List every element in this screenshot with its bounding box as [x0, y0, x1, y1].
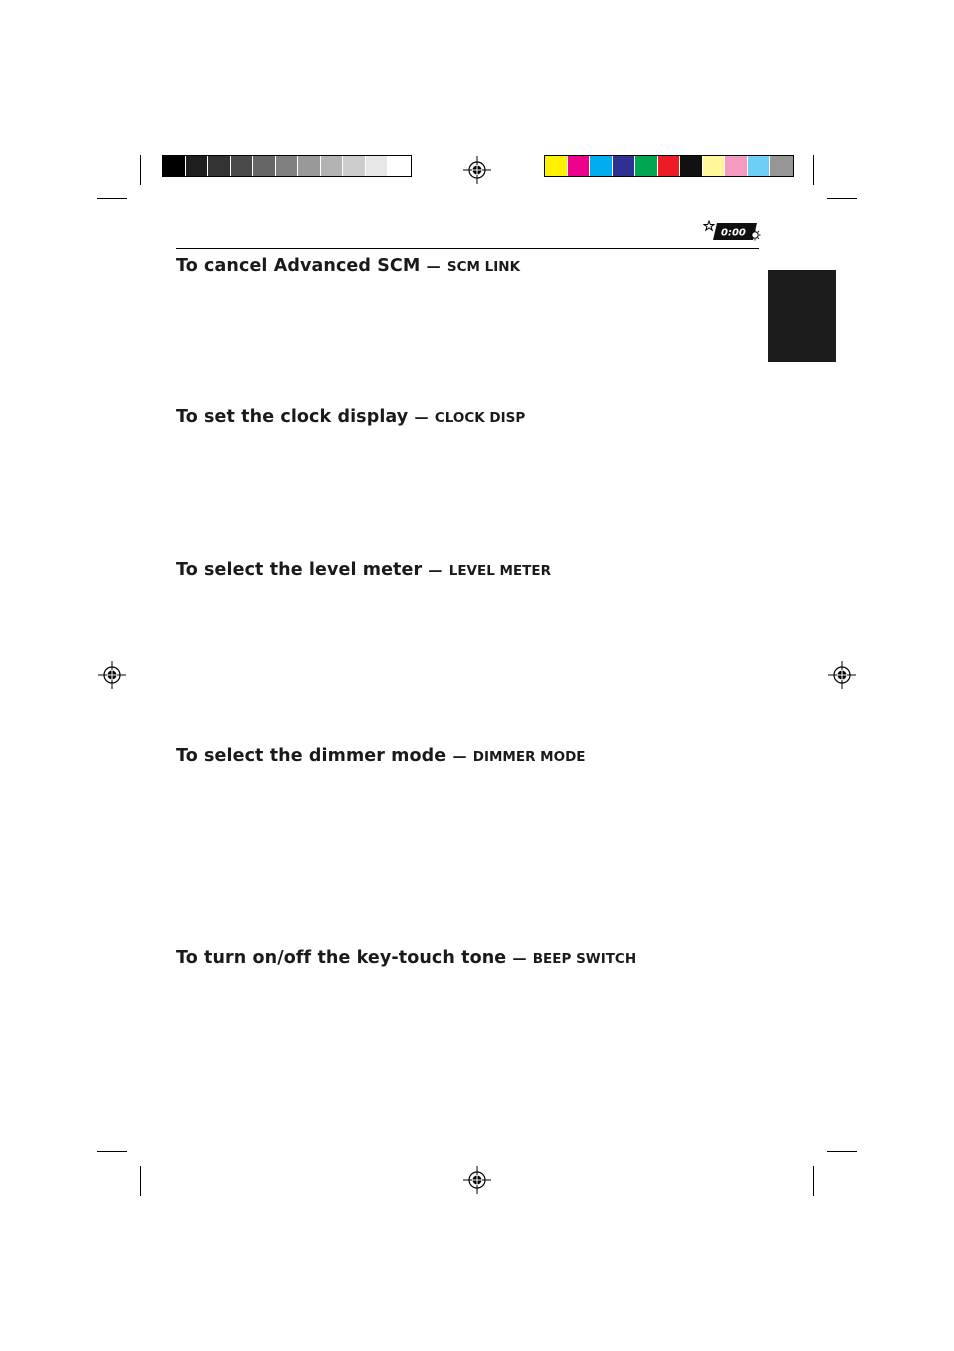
- heading-menu-item: CLOCK DISP: [434, 410, 526, 426]
- registration-mark-icon: [98, 661, 126, 689]
- color-swatch: [253, 156, 276, 176]
- heading-title: To set the clock display: [176, 407, 409, 427]
- heading-dash: —: [414, 410, 429, 426]
- color-swatch: [231, 156, 254, 176]
- section-heading: [176, 407, 525, 427]
- section-heading: [176, 746, 586, 766]
- crop-mark: [140, 1166, 141, 1196]
- color-swatch: [208, 156, 231, 176]
- color-swatch: [366, 156, 389, 176]
- crop-mark: [827, 198, 857, 199]
- color-swatch: [613, 156, 636, 176]
- color-swatch: [725, 156, 748, 176]
- color-swatch: [321, 156, 344, 176]
- color-bar: [544, 155, 794, 177]
- color-swatch: [590, 156, 613, 176]
- color-swatch: [680, 156, 703, 176]
- heading-menu-item: BEEP SWITCH: [532, 951, 637, 967]
- color-swatch: [276, 156, 299, 176]
- color-swatch: [388, 156, 411, 176]
- registration-mark-icon: [463, 1166, 491, 1194]
- heading-title: To select the level meter: [176, 560, 423, 580]
- heading-title: To turn on/off the key-touch tone: [176, 948, 507, 968]
- heading-title: To select the dimmer mode: [176, 746, 447, 766]
- color-swatch: [658, 156, 681, 176]
- clock-settings-icon: [703, 220, 761, 242]
- heading-dash: —: [452, 749, 467, 765]
- crop-mark: [813, 1166, 814, 1196]
- crop-mark: [97, 198, 127, 199]
- color-swatch: [343, 156, 366, 176]
- heading-menu-item: SCM LINK: [446, 259, 521, 275]
- heading-menu-item: LEVEL METER: [448, 563, 551, 579]
- registration-mark-icon: [463, 156, 491, 184]
- crop-mark: [140, 155, 141, 185]
- color-swatch: [568, 156, 591, 176]
- clock-display-text: 0:00: [721, 227, 746, 239]
- heading-dash: —: [428, 563, 443, 579]
- section-tab: [768, 270, 836, 362]
- color-swatch: [545, 156, 568, 176]
- header-rule: [176, 248, 759, 249]
- grayscale-bar: [162, 155, 412, 177]
- section-heading: [176, 256, 520, 276]
- crop-mark: [813, 155, 814, 185]
- color-swatch: [635, 156, 658, 176]
- color-swatch: [748, 156, 771, 176]
- color-swatch: [770, 156, 793, 176]
- color-swatch: [703, 156, 726, 176]
- registration-mark-icon: [828, 661, 856, 689]
- crop-mark: [827, 1151, 857, 1152]
- color-swatch: [186, 156, 209, 176]
- color-swatch: [298, 156, 321, 176]
- heading-dash: —: [426, 259, 441, 275]
- heading-title: To cancel Advanced SCM: [176, 256, 421, 276]
- section-heading: [176, 560, 551, 580]
- crop-mark: [97, 1151, 127, 1152]
- heading-dash: —: [512, 951, 527, 967]
- color-swatch: [163, 156, 186, 176]
- heading-menu-item: DIMMER MODE: [472, 749, 586, 765]
- section-heading: [176, 948, 636, 968]
